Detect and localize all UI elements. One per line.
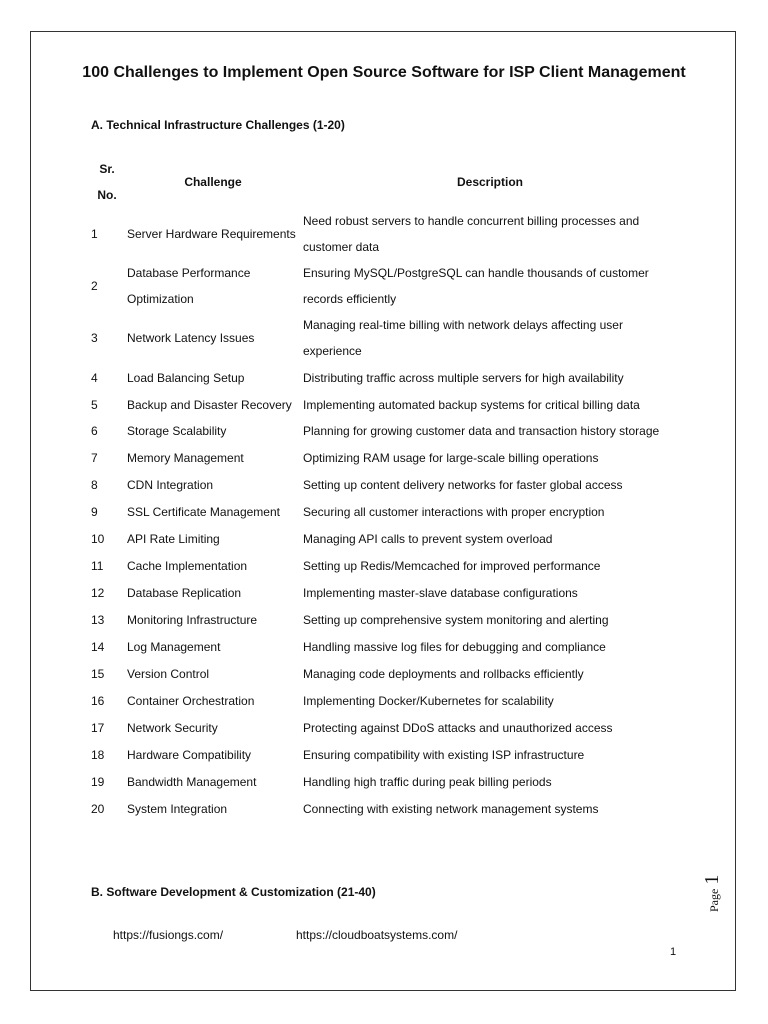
- row-challenge: Storage Scalability: [127, 424, 227, 438]
- row-sr-no: 4: [91, 370, 98, 385]
- row-challenge: Version Control: [127, 666, 210, 681]
- table-row: [89, 525, 679, 552]
- row-description: Optimizing RAM usage for large-scale billing operations: [303, 450, 599, 465]
- row-description: Managing real-time billing with network delays affecting user experience: [303, 318, 623, 358]
- row-sr-no: 3: [91, 331, 98, 345]
- header-description: Description: [456, 175, 523, 189]
- row-description: Connecting with existing network management systems: [303, 801, 599, 816]
- row-description: Handling high traffic during peak billing periods: [303, 774, 552, 789]
- row-description: Planning for growing customer data and transaction history storage: [303, 424, 660, 438]
- table-row: [89, 208, 679, 260]
- row-challenge: Load Balancing Setup: [127, 370, 245, 385]
- table-row: [89, 312, 679, 364]
- table-row: [89, 418, 679, 444]
- vertical-page-text: Page: [707, 888, 721, 912]
- row-sr-no: 18: [91, 747, 105, 762]
- table-row: [89, 471, 679, 498]
- table-row: [89, 633, 679, 660]
- row-sr-no: 20: [91, 801, 105, 816]
- row-challenge: Database Replication: [127, 585, 242, 600]
- row-description: Ensuring compatibility with existing ISP infrastructure: [303, 747, 585, 762]
- table-row: [89, 444, 679, 471]
- row-challenge: SSL Certificate Management: [127, 504, 280, 519]
- row-challenge: Server Hardware Requirements: [127, 227, 296, 241]
- row-challenge: Bandwidth Management: [127, 774, 257, 789]
- row-sr-no: 15: [91, 666, 105, 681]
- table-row: [89, 741, 679, 768]
- document-title: 100 Challenges to Implement Open Source Software for ISP Client Management: [82, 64, 686, 81]
- row-description: Implementing Docker/Kubernetes for scalability: [303, 693, 554, 708]
- footer-link-fusiongs[interactable]: https://fusiongs.com/: [113, 928, 224, 942]
- row-description: Need robust servers to handle concurrent billing processes and customer data: [303, 214, 640, 254]
- table-row: [89, 606, 679, 633]
- table-row: [89, 714, 679, 741]
- page-number: 1: [670, 946, 677, 958]
- row-challenge: Network Latency Issues: [127, 331, 255, 345]
- row-sr-no: 1: [91, 227, 98, 241]
- row-sr-no: 13: [91, 612, 105, 627]
- table-row: [89, 260, 679, 312]
- header-sr-no: [89, 156, 125, 208]
- row-challenge: Memory Management: [127, 450, 244, 465]
- row-description: Securing all customer interactions with proper encryption: [303, 504, 605, 519]
- row-challenge: CDN Integration: [127, 477, 214, 492]
- section-heading-b: B. Software Development & Customization (21-40): [91, 885, 376, 899]
- table-row: [89, 552, 679, 579]
- row-description: Ensuring MySQL/PostgreSQL can handle thousands of customer records efficiently: [303, 266, 649, 306]
- row-sr-no: 10: [91, 531, 105, 546]
- row-sr-no: 8: [91, 477, 98, 492]
- header-challenge: Challenge: [184, 175, 242, 189]
- table-row: [89, 768, 679, 795]
- challenges-table: [89, 156, 679, 822]
- row-challenge: Log Management: [127, 639, 221, 654]
- table-row: [89, 498, 679, 525]
- row-sr-no: 6: [91, 424, 98, 438]
- row-sr-no: 12: [91, 585, 105, 600]
- table-header-row: [89, 156, 679, 208]
- row-sr-no: 11: [91, 558, 104, 573]
- table-row: [89, 660, 679, 687]
- row-description: Setting up comprehensive system monitoring and alerting: [303, 612, 609, 627]
- row-sr-no: 14: [91, 639, 105, 654]
- row-challenge: Database Performance Optimization: [127, 266, 251, 306]
- table-row: [89, 579, 679, 606]
- row-description: Managing code deployments and rollbacks efficiently: [303, 666, 584, 681]
- row-sr-no: 16: [91, 693, 105, 708]
- row-challenge: API Rate Limiting: [127, 531, 220, 546]
- table-row: [89, 364, 679, 391]
- row-sr-no: 5: [91, 397, 98, 412]
- header-sr-line2: No.: [97, 188, 117, 202]
- table-row: [89, 391, 679, 418]
- row-sr-no: 2: [91, 279, 98, 293]
- row-challenge: Hardware Compatibility: [127, 747, 252, 762]
- row-challenge: System Integration: [127, 801, 228, 816]
- footer-link-cloudboatsystems[interactable]: https://cloudboatsystems.com/: [296, 928, 458, 942]
- row-challenge: Monitoring Infrastructure: [127, 612, 258, 627]
- row-sr-no: 9: [91, 504, 98, 519]
- row-description: Setting up content delivery networks for faster global access: [303, 477, 623, 492]
- row-description: Handling massive log files for debugging and compliance: [303, 639, 606, 654]
- row-challenge: Container Orchestration: [127, 693, 255, 708]
- table-row: [89, 687, 679, 714]
- row-description: Implementing master-slave database configurations: [303, 585, 578, 600]
- header-sr-line1: Sr.: [99, 162, 115, 176]
- row-sr-no: 17: [91, 720, 105, 735]
- table-row: [89, 795, 679, 822]
- row-description: Distributing traffic across multiple servers for high availability: [303, 370, 624, 385]
- row-sr-no: 7: [91, 450, 98, 465]
- row-description: Protecting against DDoS attacks and unauthorized access: [303, 720, 613, 735]
- row-challenge: Backup and Disaster Recovery: [127, 397, 292, 412]
- row-sr-no: 19: [91, 774, 105, 789]
- row-description: Setting up Redis/Memcached for improved performance: [303, 558, 601, 573]
- table-body: [89, 208, 679, 822]
- row-description: Implementing automated backup systems for critical billing data: [303, 397, 640, 412]
- row-description: Managing API calls to prevent system overload: [303, 531, 553, 546]
- row-challenge: Network Security: [127, 720, 218, 735]
- section-heading-a: A. Technical Infrastructure Challenges (1-20): [91, 118, 345, 132]
- vertical-page-number: 1: [701, 874, 723, 885]
- row-challenge: Cache Implementation: [127, 558, 248, 573]
- vertical-page-label: [701, 875, 724, 912]
